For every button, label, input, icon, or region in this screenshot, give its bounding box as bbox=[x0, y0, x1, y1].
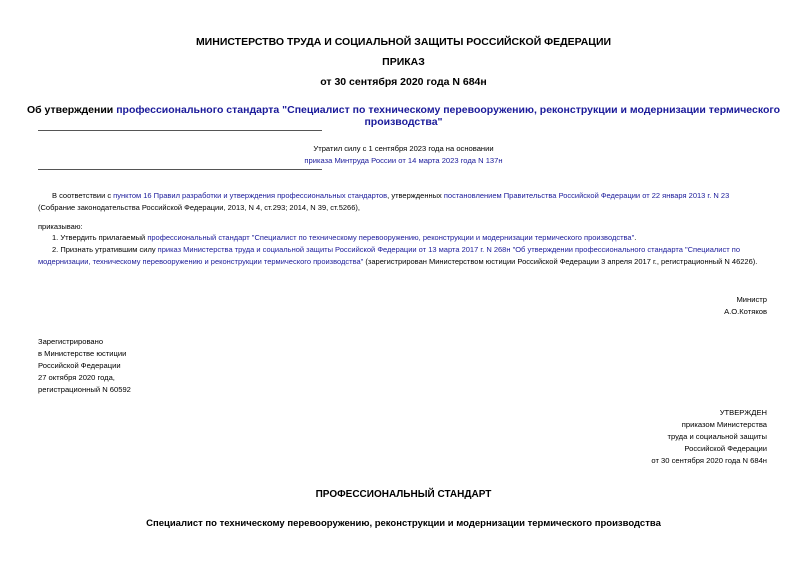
status-note bbox=[0, 143, 807, 167]
rules-link[interactable]: пунктом 16 Правил разработки и утверждения профессиональных стандартов bbox=[113, 191, 388, 200]
repealed-order-link[interactable]: приказ Министерства труда и социальной защиты Российской Федерации от 13 марта 2017 г. N 268н "Об утверждении профессионального стандарта "Специалист по модернизации, техническому перевооружению и реконструкции термического производства" bbox=[38, 245, 740, 266]
registration-line: Российской Федерации bbox=[38, 361, 121, 370]
standard-heading: ПРОФЕССИОНАЛЬНЫЙ СТАНДАРТ bbox=[315, 489, 492, 500]
standard-name: Специалист по техническому перевооружению, реконструкции и модернизации термического производства bbox=[146, 518, 661, 529]
divider-top bbox=[38, 130, 322, 131]
preamble-text-c: (Собрание законодательства Российской Федерации, 2013, N 4, ст.293; 2014, N 39, ст.5266), bbox=[38, 202, 360, 212]
item1-text-b: . bbox=[634, 233, 637, 242]
resolution-link[interactable]: постановлением Правительства Российской Федерации от 22 января 2013 г. N 23 bbox=[443, 191, 730, 200]
item1-text-a: 1. Утвердить прилагаемый bbox=[52, 233, 148, 242]
approved-line: от 30 сентября 2020 года N 684н bbox=[651, 456, 767, 465]
order-word: приказываю: bbox=[38, 222, 83, 231]
approved-line: Российской Федерации bbox=[684, 444, 767, 453]
item2-text-a: 2. Признать утратившим силу bbox=[52, 245, 158, 254]
registration-line: в Министерстве юстиции bbox=[38, 349, 127, 358]
registration-block bbox=[38, 336, 131, 396]
approved-block bbox=[651, 407, 767, 467]
approved-line: УТВЕРЖДЕН bbox=[719, 408, 767, 417]
ministry-heading: МИНИСТЕРСТВО ТРУДА И СОЦИАЛЬНОЙ ЗАЩИТЫ РОССИЙСКОЙ ФЕДЕРАЦИИ bbox=[195, 36, 612, 48]
registration-line: 27 октября 2020 года, bbox=[38, 373, 115, 382]
registration-line: Зарегистрировано bbox=[38, 337, 104, 346]
doc-date: от 30 сентября 2020 года N 684н bbox=[320, 76, 487, 88]
standard-link[interactable]: профессиональный стандарт "Специалист по техническому перевооружению, реконструкции и модернизации термического производства" bbox=[147, 233, 635, 242]
approved-line: приказом Министерства bbox=[681, 420, 767, 429]
status-link[interactable]: приказа Минтруда России от 14 марта 2023 года N 137н bbox=[304, 156, 503, 165]
registration-line: регистрационный N 60592 bbox=[38, 385, 131, 394]
signatory-position: Министр bbox=[736, 295, 767, 304]
signature-block bbox=[724, 294, 767, 318]
divider-bottom bbox=[38, 169, 322, 170]
status-line: Утратил силу с 1 сентября 2023 года на основании bbox=[313, 144, 494, 153]
approved-line: труда и социальной защиты bbox=[667, 432, 767, 441]
signatory-name: А.О.Котяков bbox=[724, 307, 767, 316]
preamble-text-a: В соответствии с bbox=[52, 191, 114, 200]
preamble-text-b: , утвержденных bbox=[387, 191, 444, 200]
doc-title bbox=[0, 104, 807, 128]
preamble-paragraph bbox=[38, 190, 768, 213]
doc-type: ПРИКАЗ bbox=[382, 56, 425, 68]
item2-text-b: (зарегистрирован Министерством юстиции Российской Федерации 3 апреля 2017 г., регистрационный N 46226). bbox=[363, 256, 758, 266]
doc-title-prefix: Об утверждении bbox=[26, 104, 117, 116]
order-item-1 bbox=[38, 232, 768, 244]
doc-title-link[interactable]: профессионального стандарта "Специалист по техническому перевооружению, реконструкции и модернизации термического производства" bbox=[116, 104, 781, 128]
order-item-2 bbox=[38, 244, 768, 267]
